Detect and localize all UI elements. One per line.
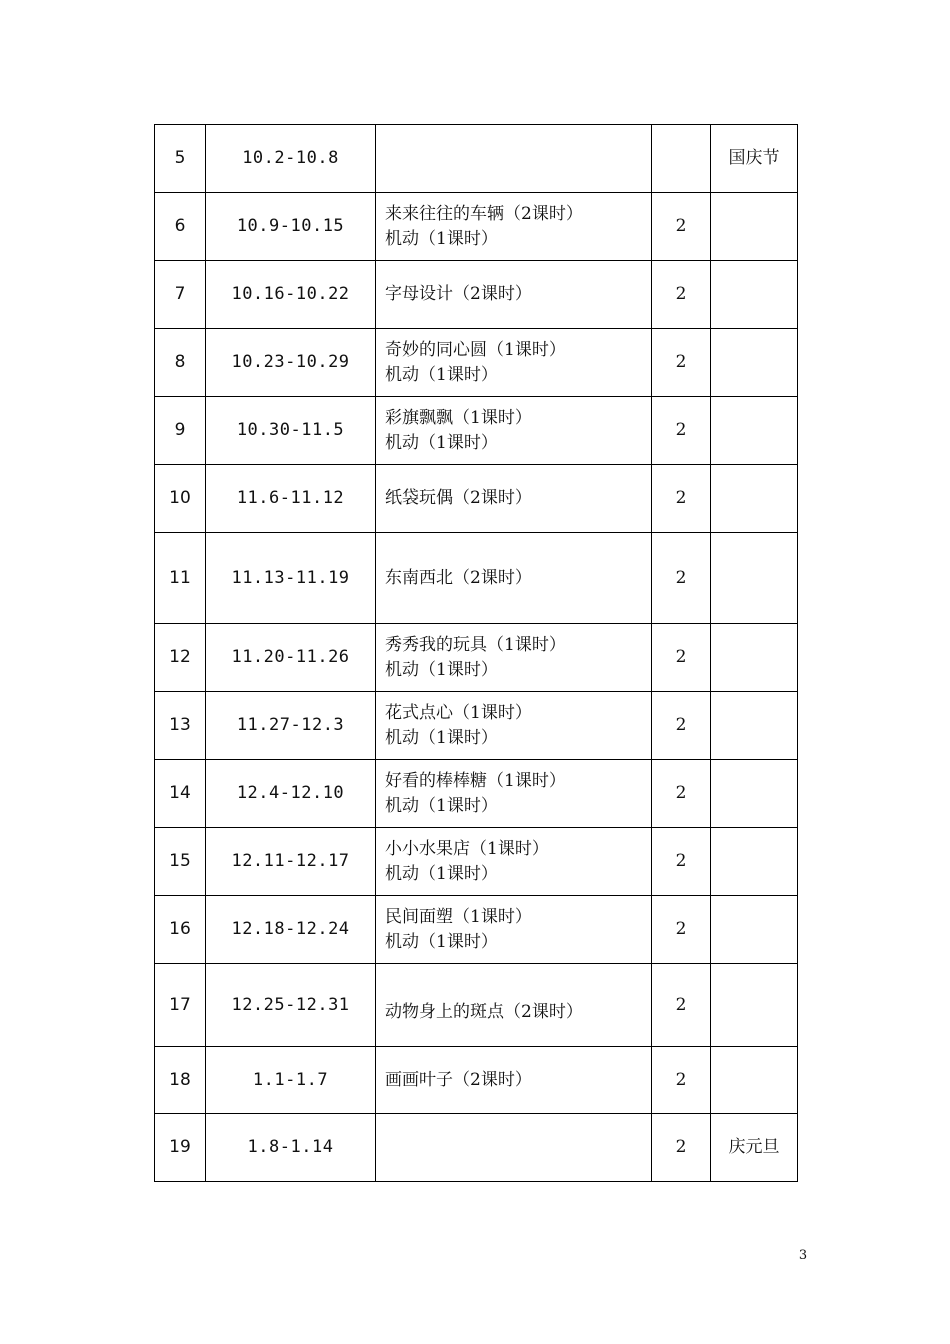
lesson-content-cell [376,1114,652,1182]
lesson-line: 字母设计（2课时） [385,284,532,304]
week-cell: 6 [155,193,206,261]
hours-cell: 2 [652,329,711,397]
date-range-cell: 1.8-1.14 [206,1114,376,1182]
table-row [155,1114,798,1182]
table-row [155,465,798,533]
table-row [155,533,798,624]
hours-cell: 2 [652,1114,711,1182]
date-range-cell: 12.25-12.31 [206,964,376,1047]
page-number: 3 [798,1248,808,1263]
date-range-cell: 1.1-1.7 [206,1047,376,1114]
lesson-line: 来来往往的车辆（2课时） [385,203,583,224]
lesson-line: 奇妙的同心圆（1课时） [385,339,566,360]
lesson-line: 好看的棒棒糖（1课时） [385,770,566,791]
lesson-line: 机动（1课时） [385,931,498,952]
hours-cell: 2 [652,896,711,964]
week-cell: 11 [155,533,206,624]
lesson-content-cell [376,533,652,624]
note-cell [711,828,798,896]
note-cell [711,624,798,692]
week-cell: 13 [155,692,206,760]
date-range-cell: 10.9-10.15 [206,193,376,261]
note-cell: 庆元旦 [711,1114,798,1182]
week-cell: 8 [155,329,206,397]
lesson-line: 民间面塑（1课时） [385,906,532,927]
week-cell: 16 [155,896,206,964]
hours-cell: 2 [652,261,711,329]
date-range-cell: 10.30-11.5 [206,397,376,465]
table-row [155,828,798,896]
lesson-content-cell [376,760,652,828]
lesson-line: 动物身上的斑点（2课时） [385,1001,583,1022]
lesson-content-cell [376,624,652,692]
date-range-cell: 10.2-10.8 [206,125,376,193]
lesson-line: 机动（1课时） [385,432,498,453]
note-cell [711,896,798,964]
week-cell: 17 [155,964,206,1047]
date-range-cell: 10.16-10.22 [206,261,376,329]
table-row [155,896,798,964]
lesson-line: 机动（1课时） [385,727,498,748]
table-row [155,193,798,261]
hours-cell: 2 [652,964,711,1047]
hours-cell: 2 [652,397,711,465]
hours-cell: 2 [652,760,711,828]
table-row [155,261,798,329]
table-row [155,692,798,760]
lesson-content-cell [376,193,652,261]
note-cell [711,329,798,397]
lesson-content-cell [376,964,652,1047]
week-cell: 15 [155,828,206,896]
table-row [155,125,798,193]
table-row [155,397,798,465]
date-range-cell: 11.6-11.12 [206,465,376,533]
schedule-body [155,125,798,1182]
lesson-content-cell [376,828,652,896]
lesson-line: 纸袋玩偶（2课时） [385,488,532,508]
lesson-content-cell [376,261,652,329]
week-cell: 14 [155,760,206,828]
week-cell: 7 [155,261,206,329]
note-cell [711,964,798,1047]
date-range-cell: 11.27-12.3 [206,692,376,760]
date-range-cell: 11.20-11.26 [206,624,376,692]
hours-cell: 2 [652,624,711,692]
lesson-line: 小小水果店（1课时） [385,838,549,859]
lesson-line: 画画叶子（2课时） [385,1069,532,1090]
hours-cell: 2 [652,533,711,624]
hours-cell [652,125,711,193]
week-cell: 9 [155,397,206,465]
lesson-line: 花式点心（1课时） [385,702,532,723]
note-cell [711,193,798,261]
week-cell: 10 [155,465,206,533]
table-row [155,329,798,397]
week-cell: 19 [155,1114,206,1182]
note-cell [711,261,798,329]
lesson-line: 机动（1课时） [385,228,498,249]
date-range-cell: 11.13-11.19 [206,533,376,624]
week-cell: 12 [155,624,206,692]
note-cell [711,465,798,533]
lesson-line: 机动（1课时） [385,795,498,816]
date-range-cell: 12.11-12.17 [206,828,376,896]
lesson-line: 彩旗飘飘（1课时） [385,407,532,428]
note-cell [711,533,798,624]
date-range-cell: 10.23-10.29 [206,329,376,397]
lesson-line: 机动（1课时） [385,863,498,884]
hours-cell: 2 [652,692,711,760]
lesson-line: 机动（1课时） [385,659,498,680]
lesson-line: 秀秀我的玩具（1课时） [385,634,566,655]
hours-cell: 2 [652,828,711,896]
hours-cell: 2 [652,193,711,261]
lesson-line: 机动（1课时） [385,364,498,385]
note-cell: 国庆节 [711,125,798,193]
lesson-content-cell [376,1047,652,1114]
lesson-content-cell [376,125,652,193]
table-row [155,624,798,692]
note-cell [711,760,798,828]
lesson-content-cell [376,397,652,465]
note-cell [711,397,798,465]
table-row [155,1047,798,1114]
hours-cell: 2 [652,465,711,533]
lesson-content-cell [376,896,652,964]
note-cell [711,692,798,760]
week-cell: 5 [155,125,206,193]
note-cell [711,1047,798,1114]
table-row [155,964,798,1047]
lesson-content-cell [376,692,652,760]
date-range-cell: 12.4-12.10 [206,760,376,828]
hours-cell: 2 [652,1047,711,1114]
lesson-content-cell [376,465,652,533]
table-row [155,760,798,828]
schedule-table [154,124,798,1182]
week-cell: 18 [155,1047,206,1114]
lesson-content-cell [376,329,652,397]
lesson-line: 东南西北（2课时） [385,567,532,588]
date-range-cell: 12.18-12.24 [206,896,376,964]
